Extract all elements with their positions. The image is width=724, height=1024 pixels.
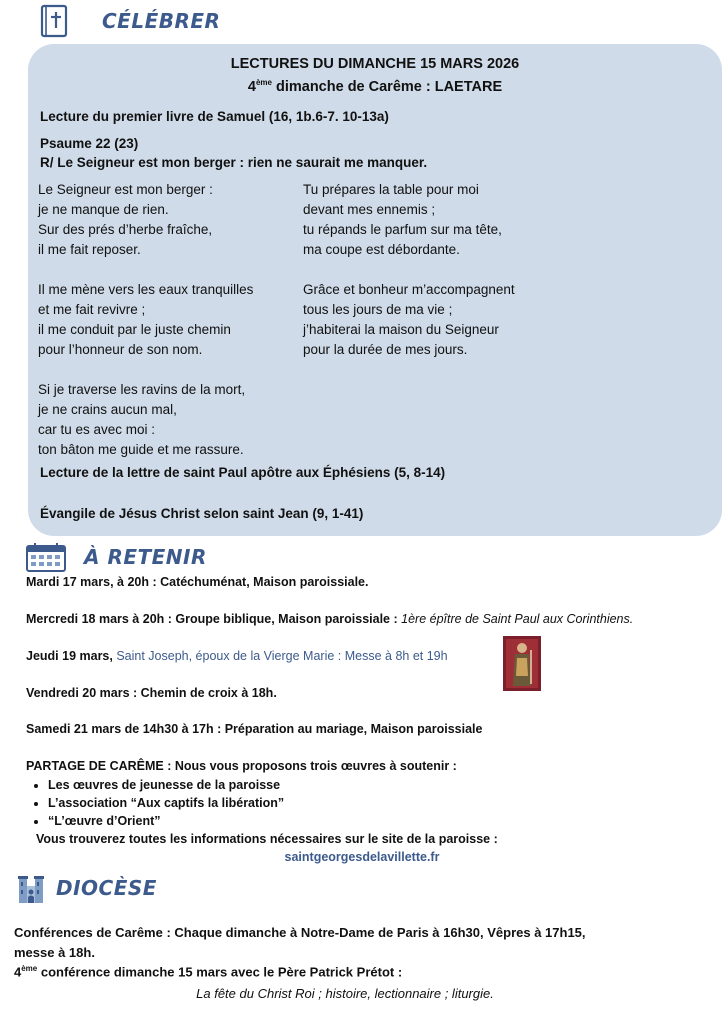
diocese-header [18,872,157,904]
list-item: • “L’œuvre d’Orient” [48,812,284,830]
psalm-line: Grâce et bonheur m’accompagnent [303,282,515,297]
psalm-line: tu répands le parfum sur ma tête, [303,222,502,237]
event-text: Mardi 17 mars, à 20h : Catéchuménat, Maison paroissiale. [26,575,369,589]
diocese-conferences [14,925,586,940]
partage-text: PARTAGE DE CARÊME : Nous vous proposons trois œuvres à soutenir : [26,759,457,773]
event-text: Mercredi 18 mars à 20h : Groupe biblique, Maison paroissiale : [26,612,398,626]
psalm-line: Il me mène vers les eaux tranquilles [38,282,254,297]
event-mercredi [26,612,633,626]
second-reading: Lecture de la lettre de saint Paul apôtre aux Éphésiens (5, 8-14) [40,465,446,480]
psalm-line: et me fait revivre ; [38,302,146,317]
event-text: Jeudi 19 mars, [26,649,113,663]
psalm-line: Tu prépares la table pour moi [303,182,479,197]
event-detail: 1ère épître de Saint Paul aux Corinthiens. [401,612,634,626]
psalm-line: car tu es avec moi : [38,422,156,437]
psalm-line: Sur des prés d’herbe fraîche, [38,222,213,237]
psalm-line: tous les jours de ma vie ; [303,302,453,317]
event-vendredi [26,686,277,700]
event-text: Vendredi 20 mars : Chemin de croix à 18h. [26,686,277,700]
psalm-refrain: R/ Le Seigneur est mon berger : rien ne saurait me manquer. [40,155,428,170]
psalm-line: il me fait reposer. [38,242,141,257]
psalm-line: je ne crains aucun mal, [38,402,177,417]
partage-list [26,776,284,830]
psalm-line: pour la durée de mes jours. [303,342,468,357]
psalm-left-column [38,180,253,480]
bible-icon [40,4,68,38]
event-text: Samedi 21 mars de 14h30 à 17h : Préparation au mariage, Maison paroissiale [26,722,483,736]
gospel-reading: Évangile de Jésus Christ selon saint Jean (9, 1-41) [40,506,364,521]
psalm-line: pour l’honneur de son nom. [38,342,203,357]
stanza [38,180,253,260]
psalm-title: Psaume 22 (23) [40,136,139,151]
conference-text: Conférences de Carême : Chaque dimanche à Notre-Dame de Paris à 16h30, Vêpres à 17h15, [14,925,586,940]
psalm-line: devant mes ennemis ; [303,202,436,217]
parish-website-line [0,850,724,864]
psalm-right-column [303,180,515,380]
diocese-fourth-conference [14,964,402,979]
conference-number: 4 [14,964,22,980]
diocese-mass [14,945,95,960]
sunday-number: 4 [247,78,256,95]
saint-joseph-event: Saint Joseph, époux de la Vierge Marie : Messe à 8h et 19h [116,649,448,663]
conference-subject [0,986,690,1001]
partage-info [36,832,498,846]
parish-website-link[interactable]: saintgeorgesdelavillette.fr [284,850,440,864]
event-mardi [26,575,369,589]
psalm-line: ma coupe est débordante. [303,242,460,257]
section-title-diocese: DIOCÈSE [56,876,157,900]
conference-text: messe à 18h. [14,945,95,960]
stanza [38,280,253,360]
conference-sup: ème [21,964,38,973]
info-text: Vous trouverez toutes les informations nécessaires sur le site de la paroisse : [36,832,498,846]
list-item: • L’association “Aux captifs la libération” [48,794,284,812]
celebrer-header [40,4,220,38]
psalm-line: Le Seigneur est mon berger : [38,182,213,197]
sunday-sup: ème [255,78,272,87]
section-title-celebrer: CÉLÉBRER [102,9,221,33]
event-samedi [26,722,482,736]
retenir-header [26,542,207,572]
stanza [38,380,253,460]
partage-intro [26,759,457,773]
event-jeudi [26,649,448,663]
conference-subject-text: La fête du Christ Roi ; histoire, lectionnaire ; liturgie. [196,986,494,1001]
conference-text: conférence dimanche 15 mars avec le Père Patrick Prétot : [37,964,403,980]
list-item: • Les œuvres de jeunesse de la paroisse [48,776,284,794]
psalm-line: je ne manque de rien. [38,202,169,217]
saint-joseph-image [503,636,541,691]
psalm-line: il me conduit par le juste chemin [38,322,231,337]
sunday-subtitle [28,78,722,95]
psalm-line: Si je traverse les ravins de la mort, [38,382,246,397]
psalm-line: j’habiterai la maison du Seigneur [303,322,499,337]
psalm-line: ton bâton me guide et me rassure. [38,442,244,457]
first-reading: Lecture du premier livre de Samuel (16, 1b.6-7. 10-13a) [40,109,389,124]
section-title-retenir: À RETENIR [84,545,207,569]
cathedral-icon [18,872,44,904]
readings-title: LECTURES DU DIMANCHE 15 MARS 2026 [230,56,520,72]
readings-panel [28,44,722,536]
sunday-rest: dimanche de Carême : LAETARE [271,78,503,95]
stanza [303,280,515,360]
calendar-icon [26,542,66,572]
stanza [303,180,515,260]
